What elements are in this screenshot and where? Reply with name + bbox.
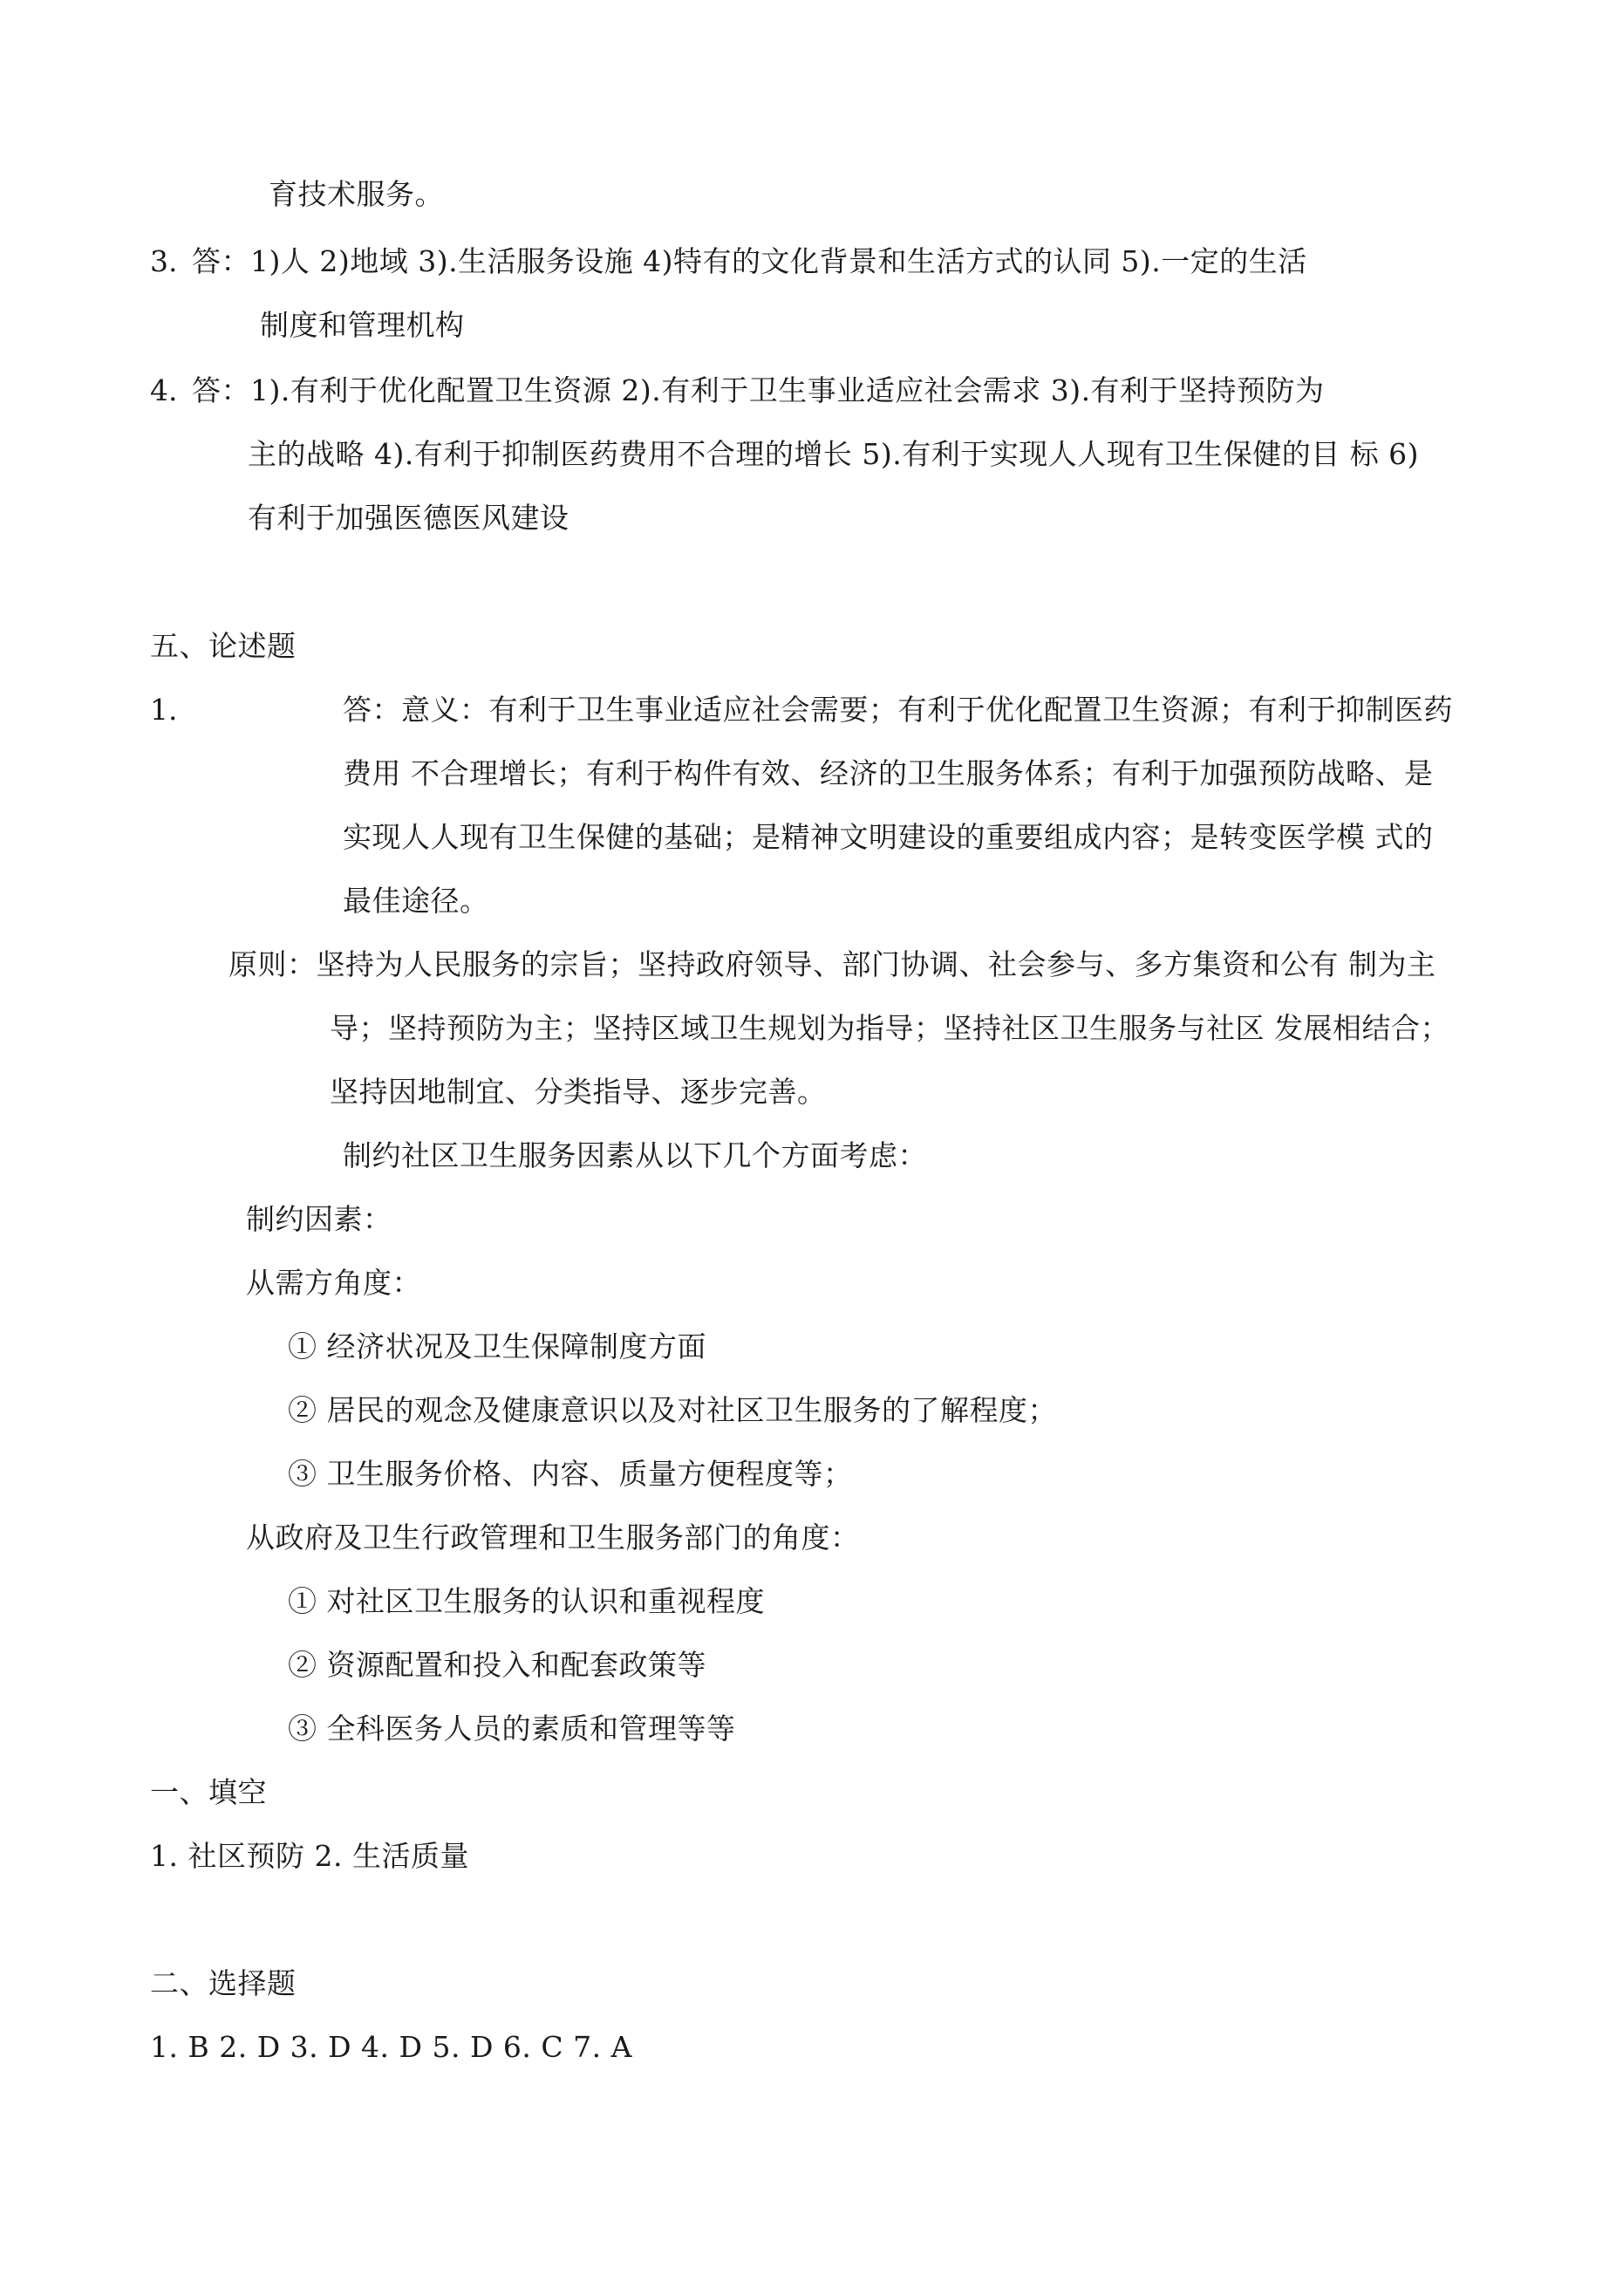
section-heading-essay: 五、论述题 xyxy=(150,629,297,663)
answer-3-line-2: 制度和管理机构 xyxy=(260,308,465,342)
government-side-item-1: ① 对社区卫生服务的认识和重视程度 xyxy=(288,1584,765,1618)
text-line-continuation: 育技术服务。 xyxy=(269,177,444,211)
answer-4-line-3: 有利于加强医德医风建设 xyxy=(248,501,569,535)
answer-3-line-1: 答：1)人 2)地域 3).生活服务设施 4)特有的文化背景和生活方式的认同 5).一定的生活 xyxy=(192,244,1307,278)
item-number-4: 4. xyxy=(150,373,178,407)
government-side-heading: 从政府及卫生行政管理和卫生服务部门的角度： xyxy=(246,1520,860,1555)
demand-side-item-3: ③ 卫生服务价格、内容、质量方便程度等； xyxy=(288,1457,853,1491)
essay-principle-line-2: 导；坚持预防为主；坚持区域卫生规划为指导；坚持社区卫生服务与社区 发展相结合； xyxy=(330,1011,1449,1045)
essay-significance-line-3: 实现人人现有卫生保健的基础；是精神文明建设的重要组成内容；是转变医学模 式的 xyxy=(343,820,1434,854)
section-heading-multiple-choice: 二、选择题 xyxy=(150,1966,297,2000)
demand-side-heading: 从需方角度： xyxy=(246,1266,421,1300)
section-heading-fill-blank: 一、填空 xyxy=(150,1775,267,1809)
constraint-intro: 制约社区卫生服务因素从以下几个方面考虑： xyxy=(343,1138,927,1172)
answer-4-line-2: 主的战略 4).有利于抑制医药费用不合理的增长 5).有利于实现人人现有卫生保健的目 标 6) xyxy=(248,437,1420,471)
government-side-item-2: ② 资源配置和投入和配套政策等 xyxy=(288,1648,706,1682)
essay-principle-line-1: 原则：坚持为人民服务的宗旨；坚持政府领导、部门协调、社会参与、多方集资和公有 制为主 xyxy=(228,947,1436,981)
essay-principle-line-3: 坚持因地制宜、分类指导、逐步完善。 xyxy=(330,1075,827,1109)
fill-blank-answers: 1. 社区预防 2. 生活质量 xyxy=(150,1839,469,1873)
demand-side-item-1: ① 经济状况及卫生保障制度方面 xyxy=(288,1329,706,1363)
essay-significance-line-2: 费用 不合理增长；有利于构件有效、经济的卫生服务体系；有利于加强预防战略、是 xyxy=(343,756,1434,790)
demand-side-item-2: ② 居民的观念及健康意识以及对社区卫生服务的了解程度； xyxy=(288,1393,1057,1427)
item-number-3: 3. xyxy=(150,244,178,278)
answer-4-line-1: 答：1).有利于优化配置卫生资源 2).有利于卫生事业适应社会需求 3).有利于坚持预防为 xyxy=(192,373,1325,407)
essay-item-number-1: 1. xyxy=(150,693,178,727)
government-side-item-3: ③ 全科医务人员的素质和管理等等 xyxy=(288,1712,736,1746)
multiple-choice-answers: 1. B 2. D 3. D 4. D 5. D 6. C 7. A xyxy=(150,2030,632,2064)
constraint-label: 制约因素： xyxy=(246,1202,392,1236)
essay-significance-line-1: 答：意义：有利于卫生事业适应社会需要；有利于优化配置卫生资源；有利于抑制医药 xyxy=(343,693,1453,727)
essay-significance-line-4: 最佳途径。 xyxy=(343,884,489,918)
